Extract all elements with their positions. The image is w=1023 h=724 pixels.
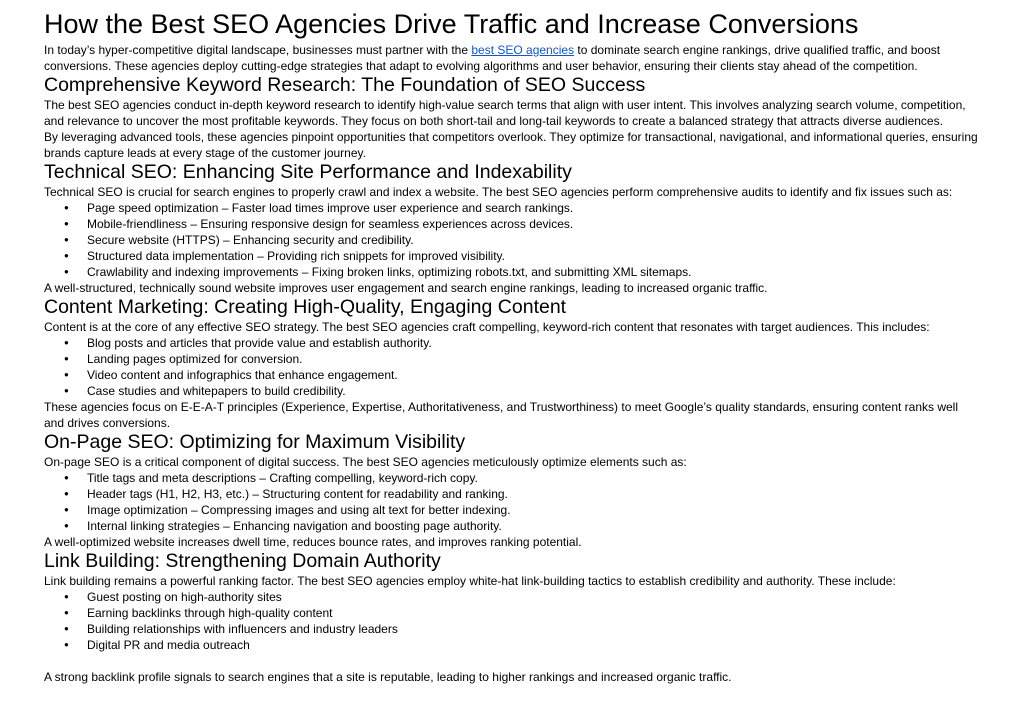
best-seo-agencies-link[interactable]: best SEO agencies [471,43,575,57]
onpage-outro: A well-optimized website increases dwell time, reduces bounce rates, and improves ranking potential. [44,535,582,549]
list-item: ● Mobile-friendliness – Ensuring responsive design for seamless experiences across devices. [44,216,979,232]
list-item: ● Earning backlinks through high-quality content [44,605,979,621]
list-item: ● Case studies and whitepapers to build credibility. [44,383,979,399]
list-item: ● Video content and infographics that enhance engagement. [44,367,979,383]
intro-text-after: to dominate search engine rankings, drive qualified traffic, and boost conversions. These agencies deploy cutting-edge strategies that adapt to evolving algorithms and user behavior, ensuring their clients stay ahead of the competition. [44,43,941,73]
list-item: ● Guest posting on high-authority sites [44,589,979,605]
technical-outro: A well-structured, technically sound website improves user engagement and search engine rankings, leading to increased organic traffic. [44,281,768,295]
list-item: ● Title tags and meta descriptions – Crafting compelling, keyword-rich copy. [44,470,979,486]
keyword-heading: Comprehensive Keyword Research: The Foundation of SEO Success [44,74,646,96]
list-item: ● Structured data implementation – Providing rich snippets for improved visibility. [44,248,979,264]
content-list [44,335,979,399]
list-item: ● Image optimization – Compressing images and using alt text for better indexing. [44,502,979,518]
list-item: ● Secure website (HTTPS) – Enhancing security and credibility. [44,232,979,248]
list-item: ● Internal linking strategies – Enhancing navigation and boosting page authority. [44,518,979,534]
list-item: ● Page speed optimization – Faster load times improve user experience and search rankings. [44,200,979,216]
links-intro: Link building remains a powerful ranking factor. The best SEO agencies employ white-hat link-building tactics to establish credibility and authority. These include: [44,574,896,588]
page-title: How the Best SEO Agencies Drive Traffic and Increase Conversions [44,9,859,39]
blank-line [44,653,979,669]
technical-intro: Technical SEO is crucial for search engines to properly crawl and index a website. The best SEO agencies perform comprehensive audits to identify and fix issues such as: [44,185,953,199]
content-heading: Content Marketing: Creating High-Quality, Engaging Content [44,296,567,318]
list-item: ● Crawlability and indexing improvements – Fixing broken links, optimizing robots.txt, and submitting XML sitemaps. [44,264,979,280]
list-item: ● Header tags (H1, H2, H3, etc.) – Structuring content for readability and ranking. [44,486,979,502]
keyword-paragraph-1: The best SEO agencies conduct in-depth keyword research to identify high-value search terms that align with user intent. This involves analyzing search volume, competition, and relevance to uncover the most profitable keywords. They focus on both short-tail and long-tail keywords to create a balanced strategy that attracts diverse audiences. [44,98,966,128]
technical-heading: Technical SEO: Enhancing Site Performance and Indexability [44,161,572,183]
list-item: ● Building relationships with influencers and industry leaders [44,621,979,637]
list-item: ● Blog posts and articles that provide value and establish authority. [44,335,979,351]
content-intro: Content is at the core of any effective SEO strategy. The best SEO agencies craft compelling, keyword-rich content that resonates with target audiences. This includes: [44,320,930,334]
links-outro: A strong backlink profile signals to search engines that a site is reputable, leading to higher rankings and increased organic traffic. [44,670,732,684]
links-list [44,589,979,653]
technical-list [44,200,979,280]
links-heading: Link Building: Strengthening Domain Authority [44,550,441,572]
keyword-paragraph-2: By leveraging advanced tools, these agencies pinpoint opportunities that competitors overlook. They optimize for transactional, navigational, and informational queries, ensuring brands capture leads at every stage of the customer journey. [44,130,978,160]
onpage-intro: On-page SEO is a critical component of digital success. The best SEO agencies meticulously optimize elements such as: [44,455,687,469]
list-item: ● Digital PR and media outreach [44,637,979,653]
onpage-heading: On-Page SEO: Optimizing for Maximum Visibility [44,431,466,453]
content-outro: These agencies focus on E-E-A-T principles (Experience, Expertise, Authoritativeness, and Trustworthiness) to meet Google’s quality standards, ensuring content ranks well and drives conversions. [44,400,959,430]
intro-paragraph [44,42,979,74]
list-item: ● Landing pages optimized for conversion. [44,351,979,367]
onpage-list [44,470,979,534]
intro-text-before: In today’s hyper-competitive digital landscape, businesses must partner with the [44,43,472,57]
